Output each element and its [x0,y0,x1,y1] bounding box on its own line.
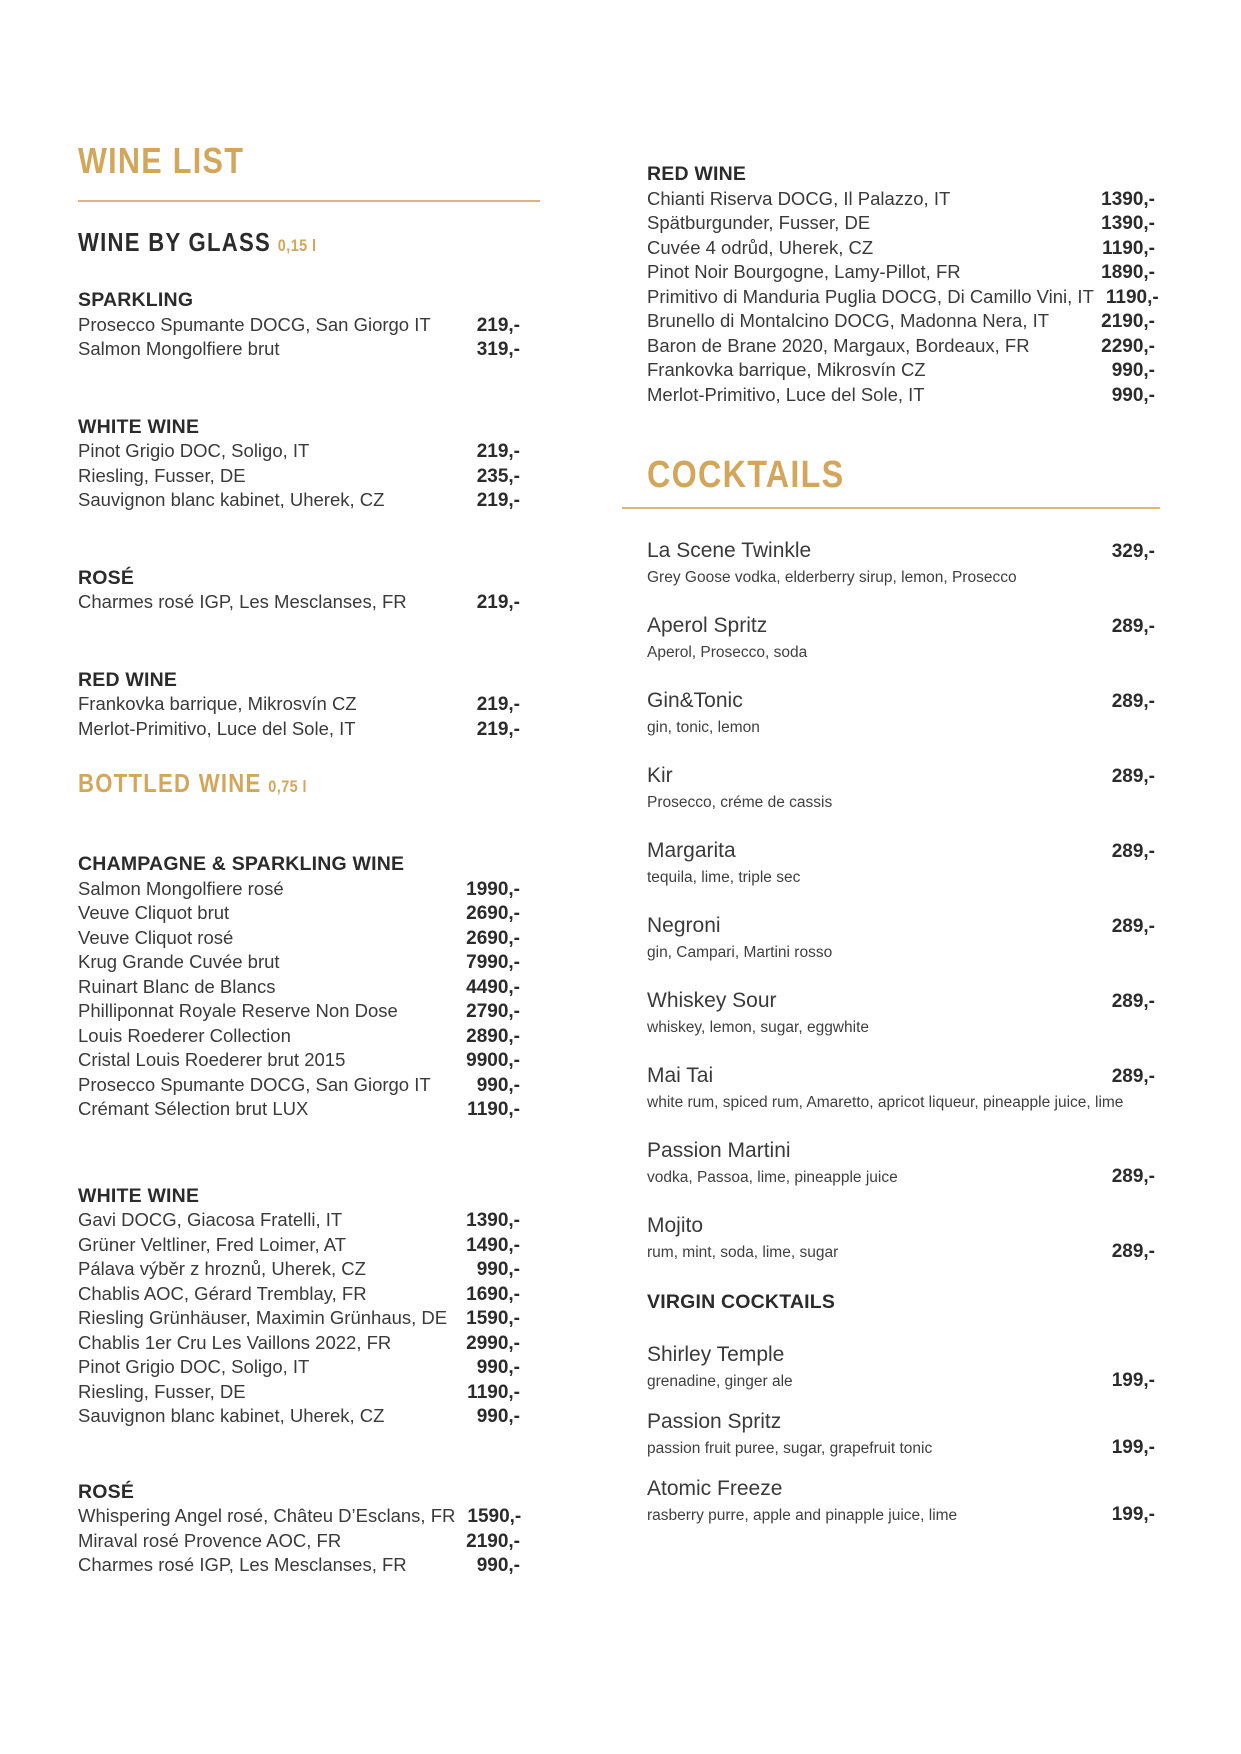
wine-item-name: Miraval rosé Provence AOC, FR [78,1529,342,1551]
wine-item-name: Pinot Grigio DOC, Soligo, IT [78,440,310,461]
wine-item-price: 1190,- [467,1099,520,1120]
cocktail-ingredients: rum, mint, soda, lime, sugar [647,1244,839,1261]
wine-item-row [78,1073,540,1098]
wine-item-price: 1590,- [466,1308,520,1329]
virgin-cocktail-list [647,1340,1160,1528]
cocktail-name-row [647,761,1160,791]
wine-item-price: 1490,- [466,1234,520,1256]
cocktail-ingredients: passion fruit puree, sugar, grapefruit tonic [647,1440,933,1457]
cocktails-divider [622,507,1160,509]
cocktail-price: 289,- [1111,916,1155,937]
wine-item-price: 219,- [476,592,520,613]
cocktail-ingredients: grenadine, ginger ale [647,1373,793,1390]
wine-list-title: WINE LIST [78,140,245,181]
cocktail-name: Aperol Spritz [647,614,768,637]
wine-item-price: 2790,- [466,1001,520,1022]
cocktail-name: Mojito [647,1214,704,1237]
wine-item-name: Cristal Louis Roederer brut 2015 [78,1049,346,1070]
wine-item-row [647,187,1160,212]
wine-item-row [78,717,540,742]
wine-item-price: 1390,- [1101,188,1155,210]
bottled-group-rose [78,1481,540,1578]
wine-item-row [647,383,1160,408]
wine-item-list [647,187,1160,408]
wine-item-name: Baron de Brane 2020, Margaux, Bordeaux, FR [647,334,1030,356]
wine-item-row [78,999,540,1024]
cocktail-price: 329,- [1111,541,1155,562]
wine-item-price: 2190,- [466,1530,520,1552]
wine-item-price: 7990,- [466,952,520,973]
wine-item-row [78,1257,540,1282]
wine-item-price: 2290,- [1101,335,1155,357]
bottled-group-champagne [78,853,540,1122]
cocktail-list [647,536,1160,1265]
cocktail-price: 289,- [1111,1241,1155,1262]
wine-item-row [78,1404,540,1429]
wine-item-row [647,358,1160,383]
wine-item-price: 1190,- [1102,237,1155,259]
wine-item-list [78,1208,540,1429]
wine-item-name: Riesling, Fusser, DE [78,464,246,486]
glass-group-white-wine [78,416,540,513]
cocktail-item [647,1211,1160,1265]
cocktail-ingredients-row [647,716,1160,740]
cocktail-price: 199,- [1111,1370,1155,1391]
wine-item-price: 2190,- [1101,311,1155,332]
group-heading: WHITE WINE [78,1184,200,1207]
wine-item-name: Chablis 1er Cru Les Vaillons 2022, FR [78,1331,392,1353]
wine-item-name: Louis Roederer Collection [78,1024,291,1046]
virgin-cocktails-heading: VIRGIN COCKTAILS [647,1291,836,1313]
cocktail-price: 289,- [1111,841,1155,862]
cocktail-item [647,911,1160,965]
wine-item-row [78,1233,540,1258]
wine-item-row [78,337,540,362]
cocktail-name-row [647,1136,1160,1166]
cocktail-item [647,986,1160,1040]
wine-item-price: 990,- [476,1259,520,1280]
wine-item-list [78,877,540,1122]
cocktail-item [647,1136,1160,1190]
cocktail-name-row [647,1474,1160,1504]
wine-item-name: Merlot-Primitivo, Luce del Sole, IT [78,717,356,739]
wine-item-name: Sauvignon blanc kabinet, Uherek, CZ [78,489,385,510]
cocktail-name: La Scene Twinkle [647,539,812,562]
cocktail-name: Atomic Freeze [647,1477,783,1500]
wine-item-name: Prosecco Spumante DOCG, San Giorgo IT [78,313,431,335]
cocktail-ingredients: Grey Goose vodka, elderberry sirup, lemon, Prosecco [647,569,1017,586]
cocktail-name-row [647,1061,1160,1091]
cocktail-item [647,1474,1160,1528]
cocktail-name: Mai Tai [647,1064,714,1087]
wine-item-row [647,260,1160,285]
cocktail-ingredients: gin, tonic, lemon [647,719,760,736]
glass-group-red-wine [78,669,540,742]
cocktail-ingredients: rasberry purre, apple and pinapple juice, lime [647,1507,958,1524]
cocktail-ingredients-row [647,1370,1160,1394]
cocktail-ingredients-row [647,866,1160,890]
bottled-wine-label: BOTTLED WINE [78,768,262,798]
cocktails-title: COCKTAILS [647,454,845,496]
wine-item-row [78,1504,540,1529]
wine-item-name: Salmon Mongolfiere rosé [78,877,284,899]
wine-item-price: 990,- [1111,384,1155,406]
cocktail-name-row [647,836,1160,866]
cocktail-name: Gin&Tonic [647,689,743,712]
bottled-group-white-wine [78,1185,540,1429]
wine-item-row [78,488,540,513]
wine-item-row [78,926,540,951]
wine-item-row [647,334,1160,359]
cocktail-item [647,1407,1160,1461]
wine-item-name: Merlot-Primitivo, Luce del Sole, IT [647,383,925,405]
cocktail-ingredients-row [647,566,1160,590]
wine-item-price: 2690,- [466,927,520,949]
wine-item-list [78,1504,540,1578]
wine-item-price: 990,- [476,1357,520,1378]
wine-item-name: Krug Grande Cuvée brut [78,951,280,972]
wine-item-row [78,901,540,926]
wine-item-row [647,285,1160,310]
cocktail-price: 199,- [1111,1504,1155,1525]
wine-item-price: 219,- [476,441,520,462]
group-heading: RED WINE [647,163,747,185]
cocktail-price: 289,- [1111,1166,1155,1187]
cocktail-ingredients-row [647,941,1160,965]
wine-item-price: 1990,- [466,878,520,900]
cocktail-price: 289,- [1111,991,1155,1012]
cocktail-name: Passion Martini [647,1139,791,1162]
wine-item-price: 1390,- [466,1210,520,1231]
wine-item-name: Crémant Sélection brut LUX [78,1098,309,1119]
wine-item-price: 990,- [476,1555,520,1576]
cocktail-name-row [647,536,1160,566]
wine-item-row [78,1529,540,1554]
cocktail-ingredients: Aperol, Prosecco, soda [647,644,808,661]
cocktail-item [647,836,1160,890]
cocktail-ingredients-row [647,641,1160,665]
cocktail-name-row [647,1340,1160,1370]
cocktail-ingredients: white rum, spiced rum, Amaretto, apricot liqueur, pineapple juice, lime [647,1094,1124,1111]
cocktail-item [647,1061,1160,1115]
wine-item-price: 1590,- [467,1506,522,1527]
cocktail-name: Shirley Temple [647,1343,785,1366]
wine-item-list [78,439,540,513]
wine-item-name: Pinot Grigio DOC, Soligo, IT [78,1356,310,1377]
wine-item-price: 990,- [476,1406,520,1427]
wine-item-row [78,1048,540,1073]
cocktail-ingredients-row [647,1241,1160,1265]
cocktail-price: 289,- [1111,691,1155,712]
wine-item-name: Riesling Grünhäuser, Maximin Grünhaus, DE [78,1307,448,1328]
wine-item-name: Chablis AOC, Gérard Tremblay, FR [78,1282,367,1304]
wine-item-name: Sauvignon blanc kabinet, Uherek, CZ [78,1405,385,1426]
wine-item-price: 1390,- [1101,213,1155,234]
wine-item-row [78,1553,540,1578]
wine-item-name: Philliponnat Royale Reserve Non Dose [78,1000,398,1021]
wine-item-list [78,313,540,362]
wine-item-row [78,1208,540,1233]
wine-item-name: Chianti Riserva DOCG, Il Palazzo, IT [647,187,951,209]
group-heading: ROSÉ [78,566,135,589]
wine-item-price: 219,- [476,490,520,511]
wine-by-glass-heading [78,228,471,260]
cocktail-price: 289,- [1111,1066,1155,1087]
cocktail-ingredients: tequila, lime, triple sec [647,869,801,886]
wine-item-row [78,1282,540,1307]
cocktail-price: 289,- [1111,766,1155,787]
wine-item-price: 990,- [476,1074,520,1096]
wine-item-name: Riesling, Fusser, DE [78,1380,246,1402]
wine-item-price: 1690,- [466,1283,520,1305]
wine-item-price: 319,- [476,339,520,360]
cocktail-name: Margarita [647,839,736,862]
cocktail-item [647,1340,1160,1394]
wine-item-price: 2990,- [466,1332,520,1354]
wine-item-row [647,309,1160,334]
wine-item-price: 219,- [476,718,520,740]
bottled-group-red-wine [647,163,1160,407]
wine-by-glass-volume: 0,15 l [277,236,317,255]
wine-item-row [78,439,540,464]
wine-item-row [78,1331,540,1356]
wine-item-name: Brunello di Montalcino DOCG, Madonna Nera, IT [647,310,1050,331]
cocktails-column [622,0,1160,1541]
wine-item-name: Primitivo di Manduria Puglia DOCG, Di Camillo Vini, IT [647,285,1094,307]
group-heading: CHAMPAGNE & SPARKLING WINE [78,853,405,875]
glass-group-sparkling [78,289,540,362]
wine-item-row [78,590,540,615]
glass-group-rose [78,567,540,615]
wine-item-name: Frankovka barrique, Mikrosvín CZ [78,693,357,714]
wine-item-price: 219,- [476,314,520,336]
wine-item-price: 990,- [1111,360,1155,381]
wine-item-row [78,877,540,902]
wine-item-price: 2890,- [466,1025,520,1047]
cocktail-name-row [647,1211,1160,1241]
cocktail-ingredients-row [647,1166,1160,1190]
wine-item-row [647,211,1160,236]
group-heading: RED WINE [78,668,178,691]
cocktail-price: 289,- [1111,616,1155,637]
cocktail-name-row [647,686,1160,716]
cocktail-item [647,536,1160,590]
cocktail-ingredients-row [647,1437,1160,1461]
wine-item-price: 2690,- [466,903,520,924]
wine-item-row [78,1306,540,1331]
wine-item-name: Pinot Noir Bourgogne, Lamy-Pillot, FR [647,261,961,282]
cocktail-ingredients-row [647,1091,1160,1115]
wine-item-price: 4490,- [466,976,520,998]
wine-item-row [78,1024,540,1049]
cocktail-price: 199,- [1111,1437,1155,1458]
wine-item-row [78,1380,540,1405]
wine-item-row [78,464,540,489]
wine-item-name: Cuvée 4 odrůd, Uherek, CZ [647,236,874,258]
wine-item-name: Prosecco Spumante DOCG, San Giorgo IT [78,1073,431,1095]
group-heading: ROSÉ [78,1480,135,1503]
wine-item-name: Grüner Veltliner, Fred Loimer, AT [78,1233,347,1255]
wine-item-row [78,692,540,717]
cocktail-name: Passion Spritz [647,1410,782,1433]
cocktail-name-row [647,986,1160,1016]
cocktail-name: Whiskey Sour [647,989,777,1012]
cocktail-name: Negroni [647,914,721,937]
wine-item-name: Frankovka barrique, Mikrosvín CZ [647,359,926,380]
wine-item-price: 1190,- [1105,286,1159,308]
cocktail-item [647,686,1160,740]
cocktail-ingredients: vodka, Passoa, lime, pineapple juice [647,1169,898,1186]
wine-item-name: Gavi DOCG, Giacosa Fratelli, IT [78,1209,343,1230]
wine-item-row [78,950,540,975]
wine-item-list [78,590,540,615]
wine-item-name: Charmes rosé IGP, Les Mesclanses, FR [78,591,407,612]
wine-item-price: 9900,- [466,1050,520,1071]
cocktail-ingredients-row [647,1504,1160,1528]
bottled-wine-volume: 0,75 l [268,777,308,796]
wine-item-list [78,692,540,741]
cocktail-name: Kir [647,764,673,787]
wine-item-name: Spätburgunder, Fusser, DE [647,212,871,233]
wine-list-divider [78,200,540,202]
wine-item-name: Pálava výběr z hroznů, Uherek, CZ [78,1258,366,1279]
cocktail-item [647,611,1160,665]
wine-item-row [78,975,540,1000]
wine-item-row [78,1097,540,1122]
cocktail-name-row [647,911,1160,941]
wine-by-glass-label: WINE BY GLASS [78,227,271,257]
cocktail-item [647,761,1160,815]
wine-item-name: Charmes rosé IGP, Les Mesclanses, FR [78,1554,407,1575]
bottled-wine-heading [78,768,471,802]
wine-item-price: 1890,- [1101,262,1155,283]
wine-item-price: 235,- [476,465,520,487]
wine-item-row [78,313,540,338]
group-heading: WHITE WINE [78,415,200,438]
cocktail-ingredients: Prosecco, créme de cassis [647,794,833,811]
cocktail-name-row [647,611,1160,641]
group-heading: SPARKLING [78,289,194,311]
wine-item-name: Whispering Angel rosé, Châteu D’Esclans, FR [78,1505,456,1526]
wine-item-price: 219,- [476,694,520,715]
wine-item-name: Salmon Mongolfiere brut [78,338,280,359]
cocktail-ingredients-row [647,791,1160,815]
wine-item-name: Veuve Cliquot brut [78,902,230,923]
cocktail-ingredients: whiskey, lemon, sugar, eggwhite [647,1019,869,1036]
wine-item-row [647,236,1160,261]
wine-item-name: Veuve Cliquot rosé [78,926,234,948]
cocktail-ingredients: gin, Campari, Martini rosso [647,944,833,961]
wine-column [78,0,540,1578]
wine-item-row [78,1355,540,1380]
wine-item-name: Ruinart Blanc de Blancs [78,975,276,997]
cocktail-ingredients-row [647,1016,1160,1040]
cocktail-name-row [647,1407,1160,1437]
wine-item-price: 1190,- [467,1381,520,1403]
